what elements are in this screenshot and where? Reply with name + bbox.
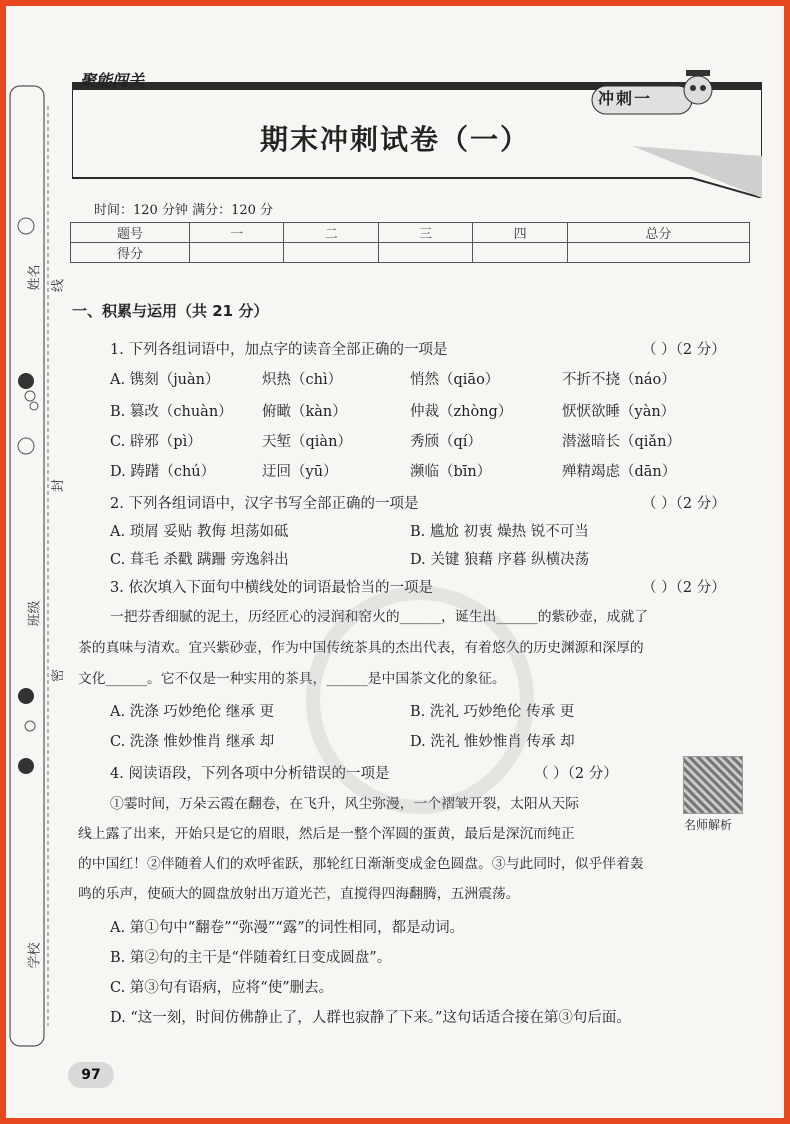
q1-option: 濒临（bīn） [410, 464, 492, 480]
q2-option: B. 尴尬 初衷 燥热 锐不可当 [410, 524, 589, 540]
q4-stem: 4. 阅读语段，下列各项中分析错误的一项是 [110, 766, 390, 782]
q1-option: 仲裁（zhòng） [410, 404, 513, 420]
q1-option: 迂回（yū） [262, 464, 338, 480]
exam-info: 时间：120 分钟 满分：120 分 [94, 203, 274, 218]
table-cell: 题号 [71, 223, 190, 243]
q1-option: 炽热（chì） [262, 372, 343, 388]
sprint-label: 冲刺一 [598, 89, 653, 108]
q1-option: A. 镌刻（juàn） [110, 372, 220, 388]
seal-marker: 封 [51, 478, 67, 493]
q1-option: B. 篡改（chuàn） [110, 404, 233, 420]
q2-option: C. 葺毛 杀戳 蹒跚 旁逸斜出 [110, 552, 289, 568]
q1-option: 秀颀（qí） [410, 434, 482, 450]
q1-option: C. 辟邪（pì） [110, 434, 202, 450]
table-row [71, 223, 750, 243]
q1-option: 恹恹欲睡（yàn） [562, 404, 676, 420]
q3-option: C. 洗涤 惟妙惟肖 继承 却 [110, 734, 275, 750]
table-cell: 三 [378, 223, 472, 243]
q3-option: A. 洗涤 巧妙绝伦 继承 更 [110, 704, 275, 720]
q4-mark[interactable]: （ ）（2 分） [534, 766, 618, 782]
q4-option: D. “这一刻，时间仿佛静止了，人群也寂静了下来。”这句话适合接在第③句后面。 [110, 1010, 631, 1026]
q1-option: 潜滋暗长（qiǎn） [562, 434, 681, 450]
qr-code-icon[interactable] [683, 756, 743, 814]
q1-option: 天堑（qiàn） [262, 434, 352, 450]
q4-passage-line: 线上露了出来，开始只是它的眉眼，然后是一整个浑圆的蛋黄，最后是深沉而纯正 [78, 826, 575, 842]
school-label: 学校 [27, 942, 43, 969]
table-cell: 总分 [567, 223, 749, 243]
q4-option: A. 第①句中“翻卷”“弥漫”“露”的词性相同，都是动词。 [110, 920, 465, 936]
table-cell: 二 [284, 223, 378, 243]
q3-passage-line: 茶的真味与清欢。宜兴紫砂壶，作为中国传统茶具的杰出代表，有着悠久的历史渊源和深厚的 [78, 640, 644, 656]
watermark-stamp [306, 586, 534, 814]
q4-option: C. 第③句有语病，应将“使”删去。 [110, 980, 334, 996]
exam-page [6, 6, 784, 1118]
class-label: 班级 [27, 600, 43, 627]
qr-caption: 名师解析 [684, 818, 733, 832]
q1-option: 殚精竭虑（dān） [562, 464, 677, 480]
exam-title: 期末冲刺试卷（一） [259, 123, 530, 156]
q4-option: B. 第②句的主干是“伴随着红日变成圆盘”。 [110, 950, 392, 966]
binding-strip [6, 66, 56, 1066]
section-heading: 一、积累与运用（共 21 分） [72, 302, 269, 320]
q1-option: D. 踌躇（chú） [110, 464, 216, 480]
table-cell: 一 [190, 223, 284, 243]
dense-marker: 密 [51, 668, 67, 683]
q3-option: B. 洗礼 巧妙绝伦 传承 更 [410, 704, 575, 720]
q3-mark[interactable]: （ ）（2 分） [642, 580, 726, 596]
table-cell: 得分 [71, 243, 190, 263]
q4-passage-line: 鸣的乐声，使硕大的圆盘放射出万道光芒，直搅得四海翻腾，五洲震荡。 [78, 886, 520, 902]
q3-stem: 3. 依次填入下面句中横线处的词语最恰当的一项是 [110, 580, 433, 596]
score-cell[interactable] [378, 243, 472, 263]
score-cell[interactable] [190, 243, 284, 263]
series-badge: 聚能闯关 [80, 71, 145, 90]
q2-option: A. 琐屑 妥贴 教侮 坦荡如砥 [110, 524, 289, 540]
q2-mark[interactable]: （ ）（2 分） [642, 496, 726, 512]
name-label: 姓名 [27, 264, 43, 291]
score-cell[interactable] [473, 243, 567, 263]
q4-passage-line: ①霎时间，万朵云霞在翻卷，在飞升，风尘弥漫，一个褶皱开裂，太阳从天际 [110, 796, 580, 812]
q4-passage-line: 的中国红！②伴随着人们的欢呼雀跃，那轮红日渐渐变成金色圆盘。③与此同时，似乎伴着轰 [78, 856, 644, 872]
table-cell: 四 [473, 223, 567, 243]
score-cell[interactable] [567, 243, 749, 263]
q1-option: 俯瞰（kàn） [262, 404, 347, 420]
q1-mark[interactable]: （ ）（2 分） [642, 342, 726, 358]
mascot-icon [678, 64, 718, 108]
q2-stem: 2. 下列各组词语中，汉字书写全部正确的一项是 [110, 496, 419, 512]
q1-option: 不折不挠（náo） [562, 372, 676, 388]
score-table [70, 222, 750, 263]
q1-stem: 1. 下列各组词语中，加点字的读音全部正确的一项是 [110, 342, 448, 358]
q3-passage-line: 一把芬香细腻的泥土，历经匠心的浸润和窑火的______，诞生出______的紫砂壶，成就了 [110, 609, 649, 625]
score-cell[interactable] [284, 243, 378, 263]
table-row [71, 243, 750, 263]
page-number: 97 [68, 1062, 114, 1088]
q1-option: 悄然（qiāo） [410, 372, 500, 388]
q3-passage-line: 文化______。它不仅是一种实用的茶具，______是中国茶文化的象征。 [78, 671, 506, 687]
q2-option: D. 关键 狼藉 序暮 纵横决荡 [410, 552, 590, 568]
line-marker: 线 [51, 278, 67, 293]
q3-option: D. 洗礼 惟妙惟肖 传承 却 [410, 734, 575, 750]
